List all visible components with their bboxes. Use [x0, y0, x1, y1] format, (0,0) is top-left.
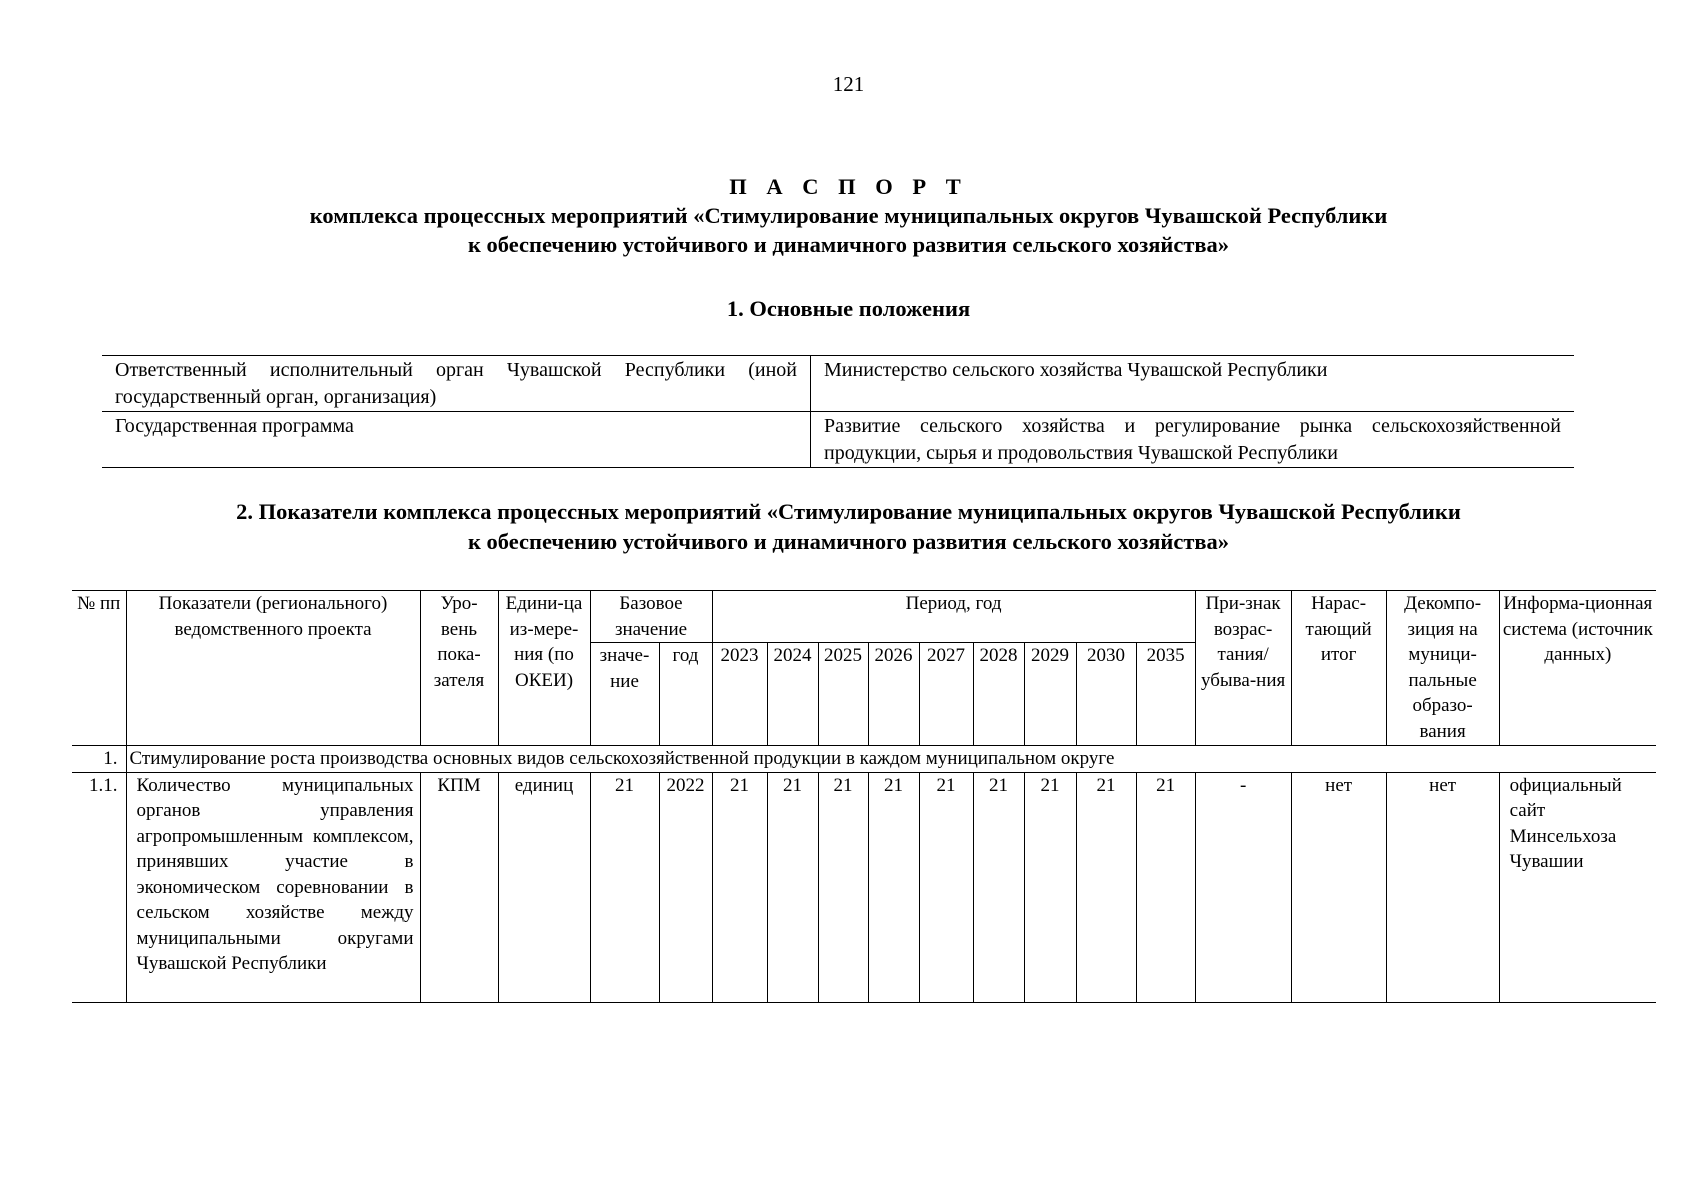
header-row	[72, 591, 1656, 643]
table-row	[102, 356, 1574, 412]
header-base: Базовое значение	[590, 591, 712, 643]
title-line-3: к обеспечению устойчивого и динамичного развития сельского хозяйства»	[467, 232, 1230, 257]
header-num: № пп	[72, 591, 126, 746]
header-base-year: год	[659, 643, 712, 746]
section-row	[72, 746, 1656, 773]
table-row	[72, 772, 1656, 1002]
row-year-value: 21	[767, 772, 818, 1002]
header-period: Период, год	[712, 591, 1195, 643]
basic-provisions-table	[102, 355, 1574, 468]
header-cumulative: Нарас-тающий итог	[1291, 591, 1386, 746]
row-label: Государственная программа	[102, 412, 811, 468]
header-year: 2025	[818, 643, 868, 746]
header-year: 2028	[973, 643, 1024, 746]
indicators-table	[72, 590, 1656, 1003]
section-num: 1.	[72, 746, 126, 773]
row-info-system: официальный сайт Минсельхоза Чувашии	[1499, 772, 1656, 1002]
header-sign: При-знак возрас-тания/ убыва-ния	[1195, 591, 1291, 746]
header-year: 2029	[1024, 643, 1076, 746]
row-year-value: 21	[1136, 772, 1195, 1002]
row-year-value: 21	[1076, 772, 1136, 1002]
section-text: Стимулирование роста производства основных видов сельскохозяйственной продукции в каждом муниципальном округе	[126, 746, 1656, 773]
header-year: 2024	[767, 643, 818, 746]
title-passport: П А С П О Р Т	[729, 174, 968, 199]
row-sign: -	[1195, 772, 1291, 1002]
header-year: 2027	[919, 643, 973, 746]
header-year: 2023	[712, 643, 767, 746]
document-title	[0, 172, 1697, 259]
section2-heading-line-1: 2. Показатели комплекса процессных мероприятий «Стимулирование муниципальных округов Чувашской Республики	[236, 499, 1461, 524]
header-decomposition: Декомпо-зиция на муници-пальные образо-вания	[1386, 591, 1499, 746]
row-label: Ответственный исполнительный орган Чувашской Республики (иной государственный орган, организация)	[102, 356, 811, 412]
row-year-value: 21	[712, 772, 767, 1002]
row-value: Министерство сельского хозяйства Чувашской Республики	[811, 356, 1575, 412]
row-year-value: 21	[868, 772, 919, 1002]
row-year-value: 21	[818, 772, 868, 1002]
row-value: Развитие сельского хозяйства и регулирование рынка сельскохозяйственной продукции, сырья и продовольствия Чувашской Республики	[811, 412, 1575, 468]
section2-heading-line-2: к обеспечению устойчивого и динамичного развития сельского хозяйства»	[467, 529, 1230, 554]
header-indicator: Показатели (регионального) ведомственного проекта	[126, 591, 420, 746]
table-row	[102, 412, 1574, 468]
header-base-value: значе-ние	[590, 643, 659, 746]
header-info-system: Информа-ционная система (источник данных)	[1499, 591, 1656, 746]
row-decomposition: нет	[1386, 772, 1499, 1002]
row-unit: единиц	[498, 772, 590, 1002]
row-year-value: 21	[973, 772, 1024, 1002]
header-level: Уро-вень пока-зателя	[420, 591, 498, 746]
row-base-value: 21	[590, 772, 659, 1002]
row-level: КПМ	[420, 772, 498, 1002]
row-cumulative: нет	[1291, 772, 1386, 1002]
title-line-2: комплекса процессных мероприятий «Стимулирование муниципальных округов Чувашской Республики	[309, 203, 1388, 228]
row-num: 1.1.	[72, 772, 126, 1002]
section1-heading: 1. Основные положения	[726, 296, 971, 321]
row-year-value: 21	[919, 772, 973, 1002]
row-base-year: 2022	[659, 772, 712, 1002]
header-year: 2035	[1136, 643, 1195, 746]
row-year-value: 21	[1024, 772, 1076, 1002]
row-indicator: Количество муниципальных органов управления агропромышленным комплексом, принявших участие в экономическом соревновании в сельском хозяйстве между муниципальными округами Чувашской Республики	[126, 772, 420, 1002]
header-unit: Едини-ца из-мере-ния (по ОКЕИ)	[498, 591, 590, 746]
page-number: 121	[832, 72, 865, 96]
header-year: 2026	[868, 643, 919, 746]
header-year: 2030	[1076, 643, 1136, 746]
section2-heading	[0, 497, 1697, 557]
